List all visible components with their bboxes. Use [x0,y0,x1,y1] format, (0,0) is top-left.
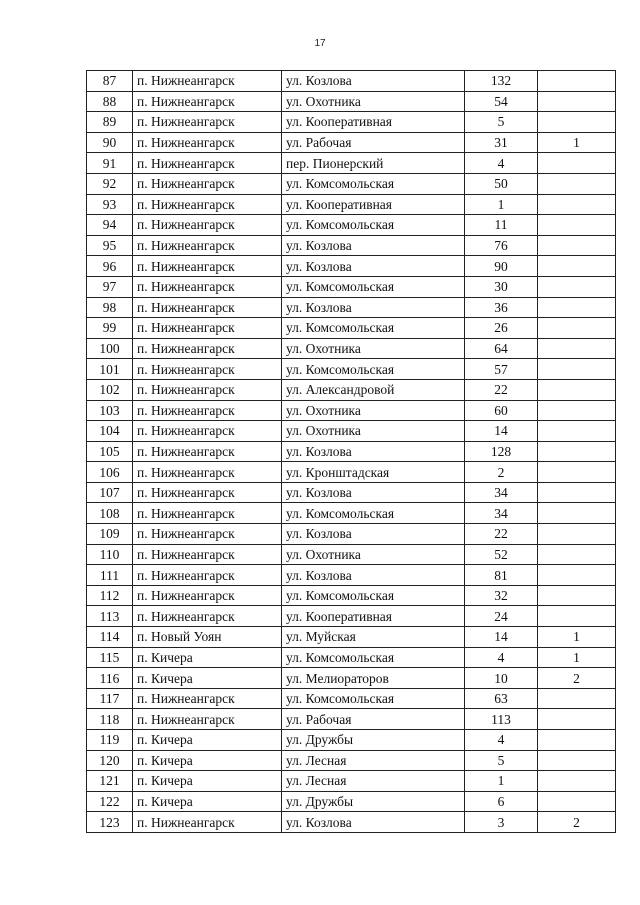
house-number-cell: 36 [465,297,538,318]
settlement-cell: п. Нижнеангарск [133,565,282,586]
table-row [87,524,616,545]
street-cell: ул. Охотника [282,338,465,359]
settlement-cell: п. Кичера [133,668,282,689]
address-table [86,70,616,833]
settlement-cell: п. Нижнеангарск [133,688,282,709]
extra-value-cell [538,235,616,256]
settlement-cell: п. Нижнеангарск [133,482,282,503]
row-number-cell: 92 [87,173,133,194]
table-row [87,709,616,730]
settlement-cell: п. Нижнеангарск [133,503,282,524]
settlement-cell: п. Нижнеангарск [133,379,282,400]
house-number-cell: 2 [465,462,538,483]
row-number-cell: 91 [87,153,133,174]
row-number-cell: 121 [87,771,133,792]
row-number-cell: 106 [87,462,133,483]
table-row [87,71,616,92]
street-cell: ул. Лесная [282,771,465,792]
settlement-cell: п. Кичера [133,791,282,812]
house-number-cell: 1 [465,771,538,792]
table-row [87,544,616,565]
row-number-cell: 96 [87,256,133,277]
settlement-cell: п. Нижнеангарск [133,276,282,297]
settlement-cell: п. Кичера [133,647,282,668]
table-row [87,565,616,586]
street-cell: ул. Мелиораторов [282,668,465,689]
row-number-cell: 99 [87,318,133,339]
house-number-cell: 57 [465,359,538,380]
street-cell: ул. Козлова [282,71,465,92]
row-number-cell: 93 [87,194,133,215]
settlement-cell: п. Нижнеангарск [133,256,282,277]
house-number-cell: 5 [465,112,538,133]
row-number-cell: 123 [87,812,133,833]
extra-value-cell [538,318,616,339]
street-cell: пер. Пионерский [282,153,465,174]
row-number-cell: 102 [87,379,133,400]
house-number-cell: 52 [465,544,538,565]
street-cell: ул. Комсомольская [282,173,465,194]
street-cell: ул. Комсомольская [282,688,465,709]
table-row [87,276,616,297]
row-number-cell: 109 [87,524,133,545]
settlement-cell: п. Нижнеангарск [133,709,282,730]
house-number-cell: 34 [465,503,538,524]
extra-value-cell [538,585,616,606]
extra-value-cell: 2 [538,668,616,689]
row-number-cell: 116 [87,668,133,689]
house-number-cell: 4 [465,153,538,174]
house-number-cell: 11 [465,215,538,236]
table-row [87,730,616,751]
extra-value-cell [538,400,616,421]
extra-value-cell [538,276,616,297]
extra-value-cell: 1 [538,627,616,648]
extra-value-cell [538,421,616,442]
row-number-cell: 111 [87,565,133,586]
settlement-cell: п. Нижнеангарск [133,173,282,194]
street-cell: ул. Охотника [282,544,465,565]
table-row [87,153,616,174]
house-number-cell: 32 [465,585,538,606]
settlement-cell: п. Нижнеангарск [133,235,282,256]
table-row [87,91,616,112]
table-row [87,441,616,462]
house-number-cell: 64 [465,338,538,359]
table-row [87,318,616,339]
table-row [87,606,616,627]
settlement-cell: п. Нижнеангарск [133,441,282,462]
street-cell: ул. Комсомольская [282,276,465,297]
settlement-cell: п. Кичера [133,750,282,771]
house-number-cell: 60 [465,400,538,421]
table-row [87,400,616,421]
table-body [87,71,616,833]
extra-value-cell [538,194,616,215]
extra-value-cell [538,544,616,565]
house-number-cell: 50 [465,173,538,194]
street-cell: ул. Комсомольская [282,215,465,236]
settlement-cell: п. Кичера [133,771,282,792]
row-number-cell: 94 [87,215,133,236]
extra-value-cell [538,338,616,359]
street-cell: ул. Козлова [282,256,465,277]
street-cell: ул. Дружбы [282,730,465,751]
street-cell: ул. Охотника [282,421,465,442]
extra-value-cell [538,462,616,483]
extra-value-cell [538,791,616,812]
row-number-cell: 100 [87,338,133,359]
street-cell: ул. Комсомольская [282,585,465,606]
house-number-cell: 63 [465,688,538,709]
street-cell: ул. Лесная [282,750,465,771]
table-row [87,215,616,236]
row-number-cell: 117 [87,688,133,709]
table-row [87,771,616,792]
table-row [87,462,616,483]
extra-value-cell [538,112,616,133]
row-number-cell: 108 [87,503,133,524]
street-cell: ул. Комсомольская [282,359,465,380]
house-number-cell: 128 [465,441,538,462]
settlement-cell: п. Нижнеангарск [133,318,282,339]
house-number-cell: 22 [465,524,538,545]
row-number-cell: 113 [87,606,133,627]
extra-value-cell [538,709,616,730]
settlement-cell: п. Нижнеангарск [133,524,282,545]
house-number-cell: 113 [465,709,538,730]
table-row [87,750,616,771]
extra-value-cell [538,71,616,92]
page-number: 17 [314,38,326,49]
house-number-cell: 4 [465,647,538,668]
settlement-cell: п. Нижнеангарск [133,400,282,421]
table-row [87,379,616,400]
extra-value-cell [538,730,616,751]
house-number-cell: 3 [465,812,538,833]
house-number-cell: 34 [465,482,538,503]
settlement-cell: п. Нижнеангарск [133,297,282,318]
table-row [87,359,616,380]
settlement-cell: п. Нижнеангарск [133,194,282,215]
row-number-cell: 119 [87,730,133,751]
table-row [87,627,616,648]
extra-value-cell [538,482,616,503]
extra-value-cell [538,524,616,545]
settlement-cell: п. Нижнеангарск [133,421,282,442]
street-cell: ул. Рабочая [282,709,465,730]
extra-value-cell [538,359,616,380]
settlement-cell: п. Новый Уоян [133,627,282,648]
row-number-cell: 88 [87,91,133,112]
street-cell: ул. Кооперативная [282,606,465,627]
house-number-cell: 132 [465,71,538,92]
table-row [87,503,616,524]
row-number-cell: 114 [87,627,133,648]
house-number-cell: 4 [465,730,538,751]
extra-value-cell [538,771,616,792]
street-cell: ул. Комсомольская [282,503,465,524]
street-cell: ул. Комсомольская [282,318,465,339]
extra-value-cell [538,256,616,277]
extra-value-cell [538,750,616,771]
settlement-cell: п. Нижнеангарск [133,606,282,627]
row-number-cell: 103 [87,400,133,421]
table-row [87,173,616,194]
settlement-cell: п. Нижнеангарск [133,132,282,153]
extra-value-cell [538,441,616,462]
house-number-cell: 1 [465,194,538,215]
settlement-cell: п. Нижнеангарск [133,338,282,359]
settlement-cell: п. Нижнеангарск [133,462,282,483]
table-row [87,256,616,277]
street-cell: ул. Охотника [282,400,465,421]
street-cell: ул. Кооперативная [282,194,465,215]
house-number-cell: 5 [465,750,538,771]
row-number-cell: 122 [87,791,133,812]
street-cell: ул. Козлова [282,524,465,545]
street-cell: ул. Козлова [282,812,465,833]
table-row [87,338,616,359]
extra-value-cell [538,606,616,627]
table-row [87,482,616,503]
street-cell: ул. Кронштадская [282,462,465,483]
row-number-cell: 105 [87,441,133,462]
street-cell: ул. Кооперативная [282,112,465,133]
house-number-cell: 76 [465,235,538,256]
street-cell: ул. Козлова [282,297,465,318]
extra-value-cell: 1 [538,647,616,668]
extra-value-cell: 1 [538,132,616,153]
house-number-cell: 31 [465,132,538,153]
extra-value-cell [538,215,616,236]
extra-value-cell [538,153,616,174]
street-cell: ул. Комсомольская [282,647,465,668]
house-number-cell: 24 [465,606,538,627]
extra-value-cell [538,91,616,112]
house-number-cell: 30 [465,276,538,297]
house-number-cell: 22 [465,379,538,400]
settlement-cell: п. Нижнеангарск [133,71,282,92]
settlement-cell: п. Нижнеангарск [133,585,282,606]
row-number-cell: 101 [87,359,133,380]
table-row [87,585,616,606]
street-cell: ул. Александровой [282,379,465,400]
table-row [87,647,616,668]
row-number-cell: 110 [87,544,133,565]
street-cell: ул. Дружбы [282,791,465,812]
table-row [87,791,616,812]
table-row [87,812,616,833]
extra-value-cell [538,297,616,318]
street-cell: ул. Муйская [282,627,465,648]
settlement-cell: п. Нижнеангарск [133,91,282,112]
house-number-cell: 6 [465,791,538,812]
settlement-cell: п. Нижнеангарск [133,153,282,174]
table-row [87,112,616,133]
extra-value-cell [538,173,616,194]
row-number-cell: 90 [87,132,133,153]
street-cell: ул. Козлова [282,235,465,256]
row-number-cell: 112 [87,585,133,606]
extra-value-cell: 2 [538,812,616,833]
street-cell: ул. Козлова [282,565,465,586]
settlement-cell: п. Нижнеангарск [133,544,282,565]
table-row [87,688,616,709]
extra-value-cell [538,688,616,709]
settlement-cell: п. Нижнеангарск [133,359,282,380]
row-number-cell: 87 [87,71,133,92]
row-number-cell: 104 [87,421,133,442]
house-number-cell: 90 [465,256,538,277]
extra-value-cell [538,379,616,400]
row-number-cell: 97 [87,276,133,297]
house-number-cell: 14 [465,627,538,648]
table-row [87,421,616,442]
row-number-cell: 120 [87,750,133,771]
table-row [87,668,616,689]
house-number-cell: 26 [465,318,538,339]
table-row [87,132,616,153]
settlement-cell: п. Нижнеангарск [133,112,282,133]
extra-value-cell [538,565,616,586]
extra-value-cell [538,503,616,524]
table-row [87,297,616,318]
street-cell: ул. Охотника [282,91,465,112]
settlement-cell: п. Кичера [133,730,282,751]
house-number-cell: 81 [465,565,538,586]
row-number-cell: 95 [87,235,133,256]
row-number-cell: 118 [87,709,133,730]
house-number-cell: 14 [465,421,538,442]
row-number-cell: 89 [87,112,133,133]
settlement-cell: п. Нижнеангарск [133,215,282,236]
table-row [87,194,616,215]
row-number-cell: 98 [87,297,133,318]
street-cell: ул. Козлова [282,482,465,503]
row-number-cell: 107 [87,482,133,503]
street-cell: ул. Козлова [282,441,465,462]
row-number-cell: 115 [87,647,133,668]
house-number-cell: 10 [465,668,538,689]
house-number-cell: 54 [465,91,538,112]
table-row [87,235,616,256]
street-cell: ул. Рабочая [282,132,465,153]
settlement-cell: п. Нижнеангарск [133,812,282,833]
